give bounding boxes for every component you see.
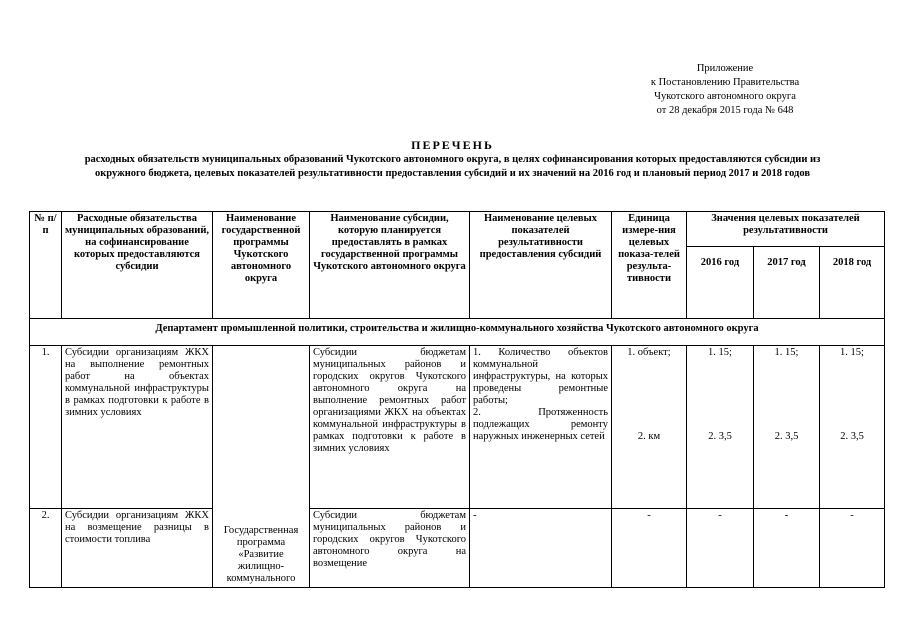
header-subsidy: Наименование субсидии, которую планируется предоставлять в рамках государственной программы Чукотского автономного округа [310, 212, 470, 319]
header-values: Значения целевых показателей результативности [687, 212, 885, 247]
row-value-2016 [687, 346, 754, 509]
row-program-text: Государственная программа «Развитие жилищно-коммунального [223, 525, 299, 584]
header-obligations: Расходные обязательства муниципальных образований, на софинансирование которых предоставляются субсидии [62, 212, 213, 319]
header-program: Наименование государственной программы Чукотского автономного округа [213, 212, 310, 319]
document-subtitle: расходных обязательств муниципальных образований Чукотского автономного округа, в целях софинансирования которых предоставляются субсидии из окружного бюджета, целевых показателей результативности предоставления субсидий и их значений на 2016 год и плановый период 2017 и 2018 годов [84, 154, 821, 179]
subsidies-table [29, 211, 885, 588]
indicator-item: 2. Протяженность подлежащих ремонту наружных инженерных сетей [473, 407, 608, 442]
row-number: 1. [30, 346, 62, 509]
header-num: № п/п [30, 212, 62, 319]
header-2018: 2018 год [820, 247, 885, 319]
value-item: 2. 3,5 [840, 431, 864, 442]
row-obligation: Субсидии организациям ЖКХ на выполнение ремонтных работ на объектах коммунальной инфраструктуры в рамках подготовки к работе в зимних условиях [62, 346, 213, 509]
value-item: 1. 15; [708, 347, 732, 358]
unit-item: 1. объект; [627, 347, 671, 358]
row-value-2016: - [687, 509, 754, 588]
row-unit: - [612, 509, 687, 588]
value-item: 1. 15; [840, 347, 864, 358]
row-indicators [470, 346, 612, 509]
value-item: 2. 3,5 [708, 431, 732, 442]
header-row [30, 212, 885, 247]
header-unit: Единица измере-ния целевых показа-телей результа-тивности [612, 212, 687, 319]
department-title: Департамент промышленной политики, строительства и жилищно-коммунального хозяйства Чукотского автономного округа [30, 319, 885, 346]
row-subsidy: Субсидии бюджетам муниципальных районов и городских округов Чукотского автономного округа на выполнение ремонтных работ организациями ЖКХ на объектах коммунальной инфраструктуры в рамках подготовки к работе в зимних условиях [310, 346, 470, 509]
appendix-line: от 28 декабря 2015 года № 648 [656, 105, 794, 116]
row-number: 2. [30, 509, 62, 588]
header-indicators: Наименование целевых показателей результативности предоставления субсидий [470, 212, 612, 319]
row-value-2018 [820, 346, 885, 509]
indicator-item: 1. Количество объектов коммунальной инфраструктуры, на которых проведены ремонтные работы; [473, 347, 608, 406]
header-2017: 2017 год [754, 247, 820, 319]
row-unit [612, 346, 687, 509]
document-title: ПЕРЕЧЕНЬ [411, 138, 494, 152]
appendix-line: к Постановлению Правительства [650, 77, 800, 88]
table-row [30, 346, 885, 509]
value-item: 2. 3,5 [774, 431, 799, 442]
header-2016: 2016 год [687, 247, 754, 319]
value-item: 1. 15; [774, 347, 799, 358]
table-row [30, 509, 885, 588]
row-value-2017 [754, 346, 820, 509]
row-obligation: Субсидии организациям ЖКХ на возмещение разницы в стоимости топлива [62, 509, 213, 588]
row-subsidy: Субсидии бюджетам муниципальных районов и городских округов Чукотского автономного округа на возмещение [310, 509, 470, 588]
unit-item: 2. км [637, 431, 661, 442]
appendix-line: Приложение [696, 63, 754, 74]
row-indicators: - [470, 509, 612, 588]
row-program [213, 346, 310, 588]
department-row [30, 319, 885, 346]
row-value-2017: - [754, 509, 820, 588]
appendix-block [600, 62, 850, 118]
appendix-line: Чукотского автономного округа [654, 91, 796, 102]
row-value-2018: - [820, 509, 885, 588]
